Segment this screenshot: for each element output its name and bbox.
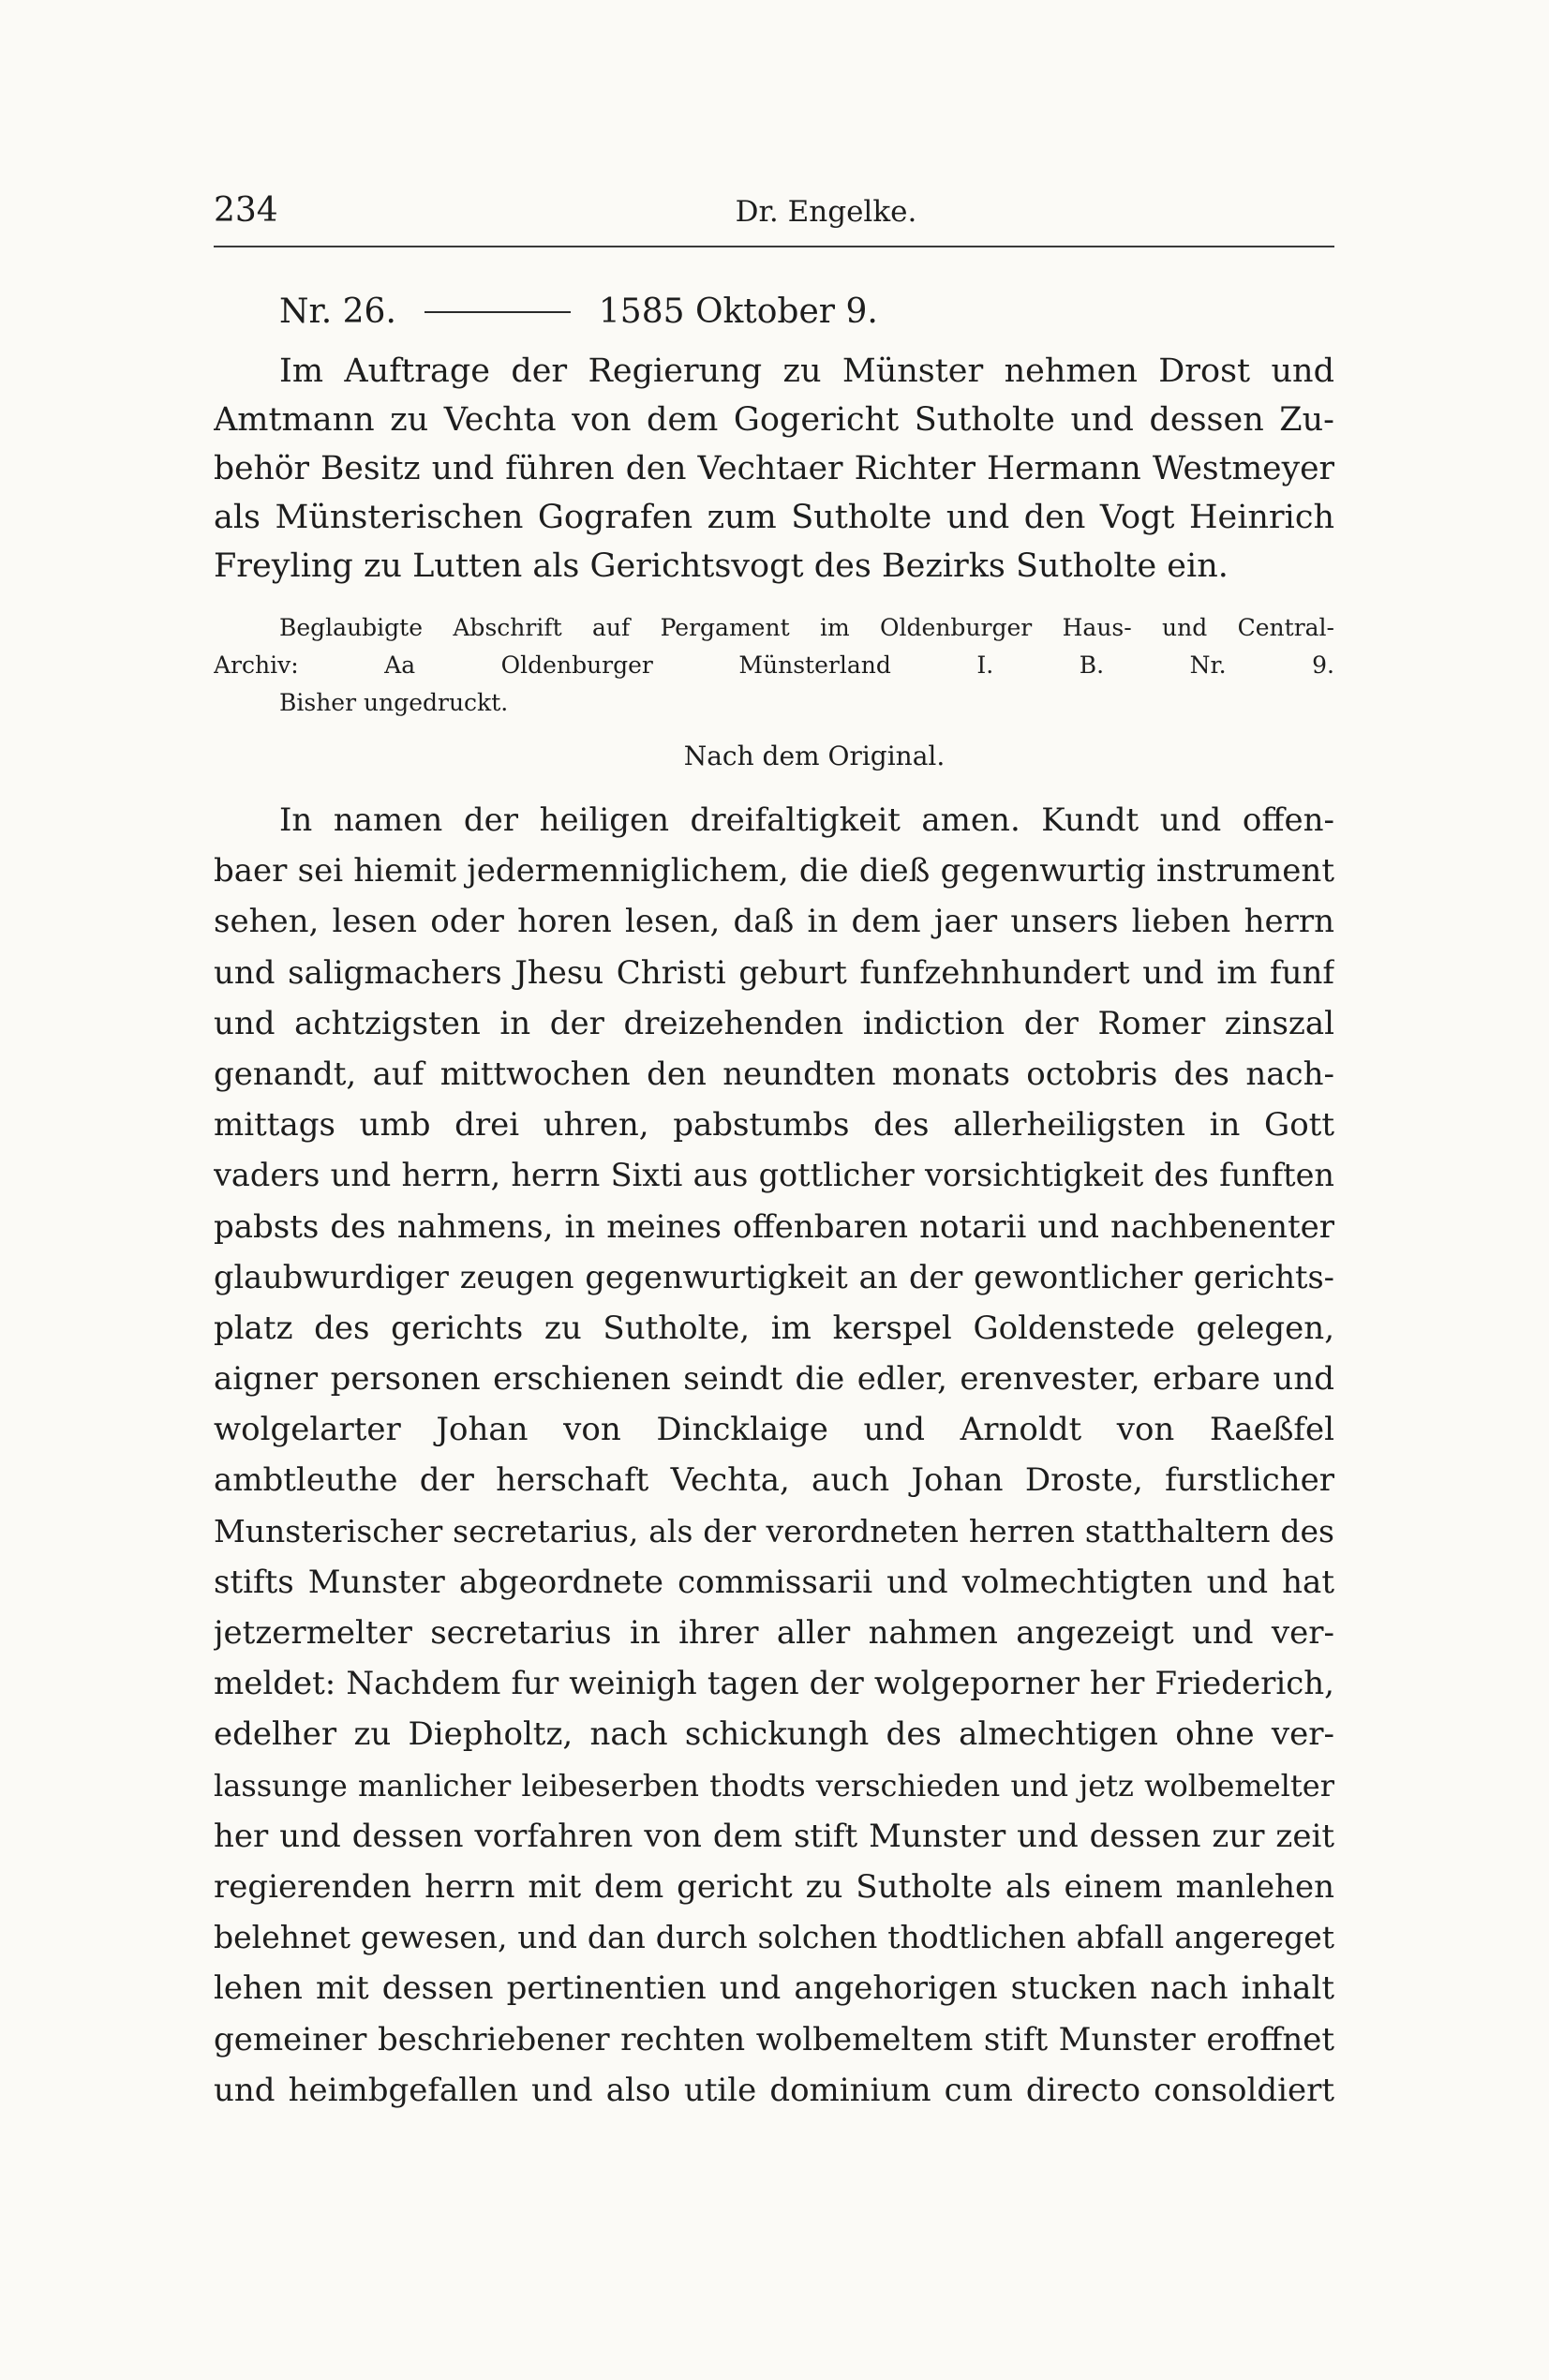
charter-line: platz des gerichts zu Sutholte, im kerspel Goldenstede gelegen, bbox=[214, 1309, 1334, 1347]
charter-line: jetzermelter secretarius in ihrer aller nahmen angezeigt und ver- bbox=[214, 1614, 1334, 1652]
running-head: Dr. Engelke. bbox=[735, 195, 917, 229]
charter-line: lassunge manlicher leibeserben thodts verschieden und jetz wolbemelter bbox=[214, 1767, 1334, 1804]
charter-line: regierenden herrn mit dem gericht zu Sutholte als einem manlehen bbox=[214, 1867, 1334, 1906]
charter-line: vaders und herrn, herrn Sixti aus gottlicher vorsichtigkeit des funften bbox=[214, 1157, 1334, 1194]
source-line: Archiv: Aa Oldenburger Münsterland I. B. Nr. 9. bbox=[214, 651, 1334, 679]
charter-line: gemeiner beschriebener rechten wolbemeltem stift Munster eroffnet bbox=[214, 2020, 1334, 2058]
charter-line: wolgelarter Johan von Dincklaige und Arnoldt von Raeßfel bbox=[214, 1411, 1334, 1449]
regest-line: behör Besitz und führen den Vechtaer Richter Hermann Westmeyer bbox=[214, 450, 1334, 487]
document-heading bbox=[279, 292, 878, 331]
charter-line: meldet: Nachdem fur weinigh tagen der wolgeporner her Friederich, bbox=[214, 1665, 1334, 1703]
charter-line: sehen, lesen oder horen lesen, daß in dem jaer unsers lieben herrn bbox=[214, 903, 1334, 941]
charter-line: ambtleuthe der herschaft Vechta, auch Johan Droste, furstlicher bbox=[214, 1461, 1334, 1500]
charter-line: glaubwurdiger zeugen gegenwurtigkeit an der gewontlicher gerichts- bbox=[214, 1258, 1334, 1295]
regest-line: Freyling zu Lutten als Gerichtsvogt des Bezirks Sutholte ein. bbox=[214, 547, 1229, 585]
charter-line: und saligmachers Jhesu Christi geburt funfzehnhundert und im funf bbox=[214, 953, 1334, 992]
regest-paragraph bbox=[214, 347, 1334, 591]
edition-basis: Nach dem Original. bbox=[683, 741, 946, 771]
charter-line: In namen der heiligen dreifaltigkeit amen. Kundt und offen- bbox=[279, 801, 1334, 839]
charter-line: genandt, auf mittwochen den neundten monats octobris des nach- bbox=[214, 1055, 1334, 1093]
charter-line: aigner personen erschienen seindt die edler, erenvester, erbare und bbox=[214, 1360, 1334, 1399]
charter-line: lehen mit dessen pertinentien und angehorigen stucken nach inhalt bbox=[214, 1969, 1334, 2008]
charter-line: belehnet gewesen, und dan durch solchen thodtlichen abfall angereget bbox=[214, 1919, 1334, 1956]
charter-text bbox=[214, 795, 1334, 2116]
charter-line: her und dessen vorfahren von dem stift Munster und dessen zur zeit bbox=[214, 1817, 1334, 1855]
source-line: Beglaubigte Abschrift auf Pergament im Oldenburger Haus- und Central- bbox=[279, 614, 1334, 641]
charter-line: Munsterischer secretarius, als der verordneten herren statthaltern des bbox=[214, 1512, 1334, 1549]
charter-line: pabsts des nahmens, in meines offenbaren notarii und nachbenenter bbox=[214, 1207, 1334, 1246]
charter-line: baer sei hiemit jedermenniglichem, die dieß gegenwurtig instrument bbox=[214, 852, 1334, 891]
source-note bbox=[214, 609, 1334, 722]
regest-line: Im Auftrage der Regierung zu Münster nehmen Drost und bbox=[279, 352, 1334, 390]
regest-line: Amtmann zu Vechta von dem Gogericht Sutholte und dessen Zu- bbox=[214, 401, 1334, 439]
document-date: 1585 Oktober 9. bbox=[598, 292, 878, 331]
source-line: Bisher ungedruckt. bbox=[279, 689, 509, 716]
charter-line: und achtzigsten in der dreizehenden indiction der Romer zinszal bbox=[214, 1004, 1334, 1042]
document-number: Nr. 26. bbox=[279, 292, 396, 331]
page-number: 234 bbox=[214, 191, 278, 230]
charter-line: und heimbgefallen und also utile dominium cum directo consoldiert bbox=[214, 2071, 1334, 2109]
charter-line: mittags umb drei uhren, pabstumbs des allerheiligsten in Gott bbox=[214, 1106, 1334, 1145]
heading-dash bbox=[424, 311, 571, 313]
charter-line: edelher zu Diepholtz, nach schickungh des almechtigen ohne ver- bbox=[214, 1715, 1334, 1754]
charter-line: stifts Munster abgeordnete commissarii und volmechtigten und hat bbox=[214, 1563, 1334, 1601]
regest-line: als Münsterischen Gografen zum Sutholte und den Vogt Heinrich bbox=[214, 499, 1334, 536]
header-rule bbox=[214, 246, 1334, 247]
